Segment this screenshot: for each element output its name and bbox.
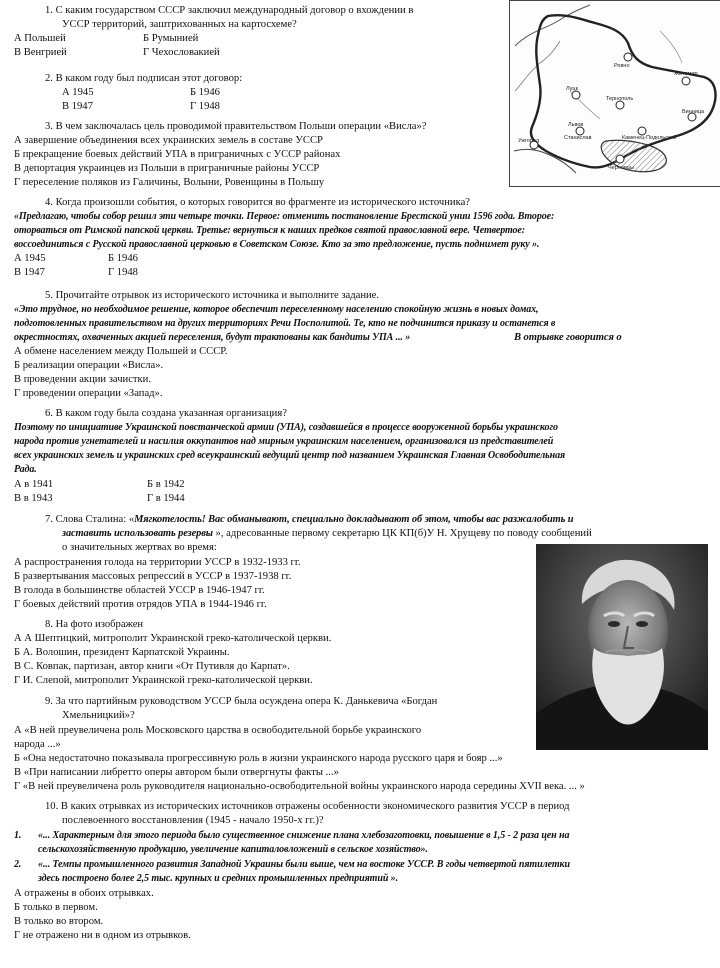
map-city-marker [638,127,646,135]
q5-quote-line: окрестностях, охваченных акцией переселения, будут трактованы как бандиты УПА ... » [14,332,411,343]
q10-excerpt-1: «... Характерным для этого периода было существенное снижение плана хлебозаготовки, повышение в 1,5 - 2 раза цен на [38,830,570,841]
q9-text: 9. За что партийным руководством УССР была осуждена опера К. Данькевича «Богдан [45,696,438,707]
q10-option-d[interactable]: Г не отражено ни в одном из отрывков. [14,930,191,941]
q5-quote-line: подготовленных правительством на других территориях Речи Посполитой. Те, кто не подчинится приказу и останется в [14,318,556,329]
map-label-city: Луцк [566,86,578,92]
q3-option-b[interactable]: Б прекращение боевых действий УПА в приграничных с УССР районах [14,149,341,160]
q10-excerpt-2-cont: здесь построено более 2,5 тыс. крупных и средних промышленных предприятий ». [38,873,398,884]
q4-option-d[interactable]: Г 1948 [108,267,138,278]
q1-option-a[interactable]: А Польшей [14,33,66,44]
q9-option-d[interactable]: Г «В ней преувеличена роль руководителя национально-освободительной войны украинского народа середины XVII века. ... » [14,781,585,792]
q8-option-d[interactable]: Г И. Слепой, митрополит Украинской греко-католической церкви. [14,675,313,686]
q7-quote: Мягкотелость! Вас обманывают, специально докладывают об этом, чтобы вас разжалобить и [134,514,574,525]
q3-option-a[interactable]: А завершение объединения всех украинских земель в составе УССР [14,135,323,146]
q3-option-c[interactable]: В депортация украинцев из Польши в приграничные районы УССР [14,163,320,174]
map-city-marker [576,127,584,135]
map-border-north [515,5,590,46]
q3-option-d[interactable]: Г переселение поляков из Галичины, Волыни, Ровенщины в Польшу [14,177,325,188]
q5-text: 5. Прочитайте отрывок из исторического источника и выполните задание. [45,290,380,301]
q2-option-d[interactable]: Г 1948 [190,101,220,112]
portrait-illustration [536,544,708,750]
q1-option-d[interactable]: Г Чехословакией [143,47,220,58]
map-label-city: Черновцы [608,165,634,171]
map-label-city: Тернополь [606,96,634,102]
q8-option-b[interactable]: Б А. Волошин, президент Карпатской Украины. [14,647,230,658]
q2-text: 2. В каком году был подписан этот договор: [45,73,243,84]
map-city-marker [572,91,580,99]
q5-option-b[interactable]: Б реализации операции «Висла». [14,360,164,371]
q10-excerpt-2-number: 2. [14,859,22,870]
q6-option-b[interactable]: Б в 1942 [147,479,185,490]
q10-option-a[interactable]: А отражены в обоих отрывках. [14,888,154,899]
q10-excerpt-1-number: 1. [14,830,22,841]
map-label-city: Житомир [674,71,698,77]
q10-option-c[interactable]: В только во втором. [14,916,104,927]
q4-quote-line: оторваться от Римской папской церкви. Третье: вернуться к наших предков святой православной вере. Четвертое: [14,225,525,236]
q10-option-b[interactable]: Б только в первом. [14,902,98,913]
q6-quote-line: Рада. [14,464,37,475]
q10-text-cont: послевоенного восстановления (1945 - начало 1950-х гг.)? [62,815,324,826]
map-label-city: Ровно [614,63,630,69]
q7-text-start: 7. Слова Сталина: « [45,514,135,525]
q6-option-a[interactable]: А в 1941 [14,479,54,490]
q3-text: 3. В чем заключалась цель проводимой правительством Польши операции «Висла»? [45,121,427,132]
q6-option-c[interactable]: В в 1943 [14,493,53,504]
q4-option-a[interactable]: А 1945 [14,253,46,264]
q8-option-a[interactable]: А А Шептицкий, митрополит Украинской греко-католической церкви. [14,633,332,644]
q7-option-b[interactable]: Б развертывания массовых репрессий в УССР в 1937-1938 гг. [14,571,292,582]
q10-excerpt-2: «... Темпы промышленного развития Западной Украины были выше, чем на востоке УССР. В годы четвертой пятилетки [38,859,570,870]
q2-option-c[interactable]: В 1947 [62,101,93,112]
q8-text: 8. На фото изображен [45,619,144,630]
q10-text: 10. В каких отрывках из исторических источников отражены особенности экономического развития УССР в период [45,801,570,812]
q9-option-a[interactable]: А «В ней преувеличена роль Московского царства в освободительной борьбе украинского [14,725,422,736]
q7-option-a[interactable]: А распространения голода на территории УССР в 1932-1933 гг. [14,557,301,568]
q6-option-d[interactable]: Г в 1944 [147,493,185,504]
map-label-city: Каменец-Подольский [622,135,677,141]
q2-option-a[interactable]: А 1945 [62,87,94,98]
map-label-city: Ужгород [518,138,540,144]
q9-option-b[interactable]: Б «Она недостаточно показывала прогрессивную роль в жизни украинского народа русского царя и бояр ...» [14,753,503,764]
q1-text-cont: УССР территорий, заштрихованных на картосхеме? [62,19,297,30]
q7-option-d[interactable]: Г боевых действий против отрядов УПА в 1944-1946 гг. [14,599,267,610]
q5-option-a[interactable]: А обмене населением между Польшей и СССР. [14,346,228,357]
q4-quote-line: воссоединиться с Русской православной церковью в Советском Союзе. Кто за это предложение, пусть поднимет руку ». [14,239,540,250]
q7-quote-cont: заставить использовать резервы [62,528,213,539]
q7-option-c[interactable]: В голода в большинстве областей УССР в 1946-1947 гг. [14,585,265,596]
q7-text [45,513,573,526]
q4-option-c[interactable]: В 1947 [14,267,45,278]
q7-text-cont [62,527,592,540]
q2-option-b[interactable]: Б 1946 [190,87,220,98]
q4-option-b[interactable]: Б 1946 [108,253,138,264]
q1-text: 1. С каким государством СССР заключил международный договор о вхождении в [45,5,414,16]
q9-option-c[interactable]: В «При написании либретто оперы автором были отвергнуты факты ...» [14,767,339,778]
q6-quote-line: Поэтому по инициативе Украинской повстанческой армии (УПА), создавшейся в процессе вооруженной борьбы украинского [14,422,558,433]
map-label-city: Винница [682,109,705,115]
q6-quote-line: всех украинских земель и украинских сред всеукраинский ведущий центр под названием Украинская Главная Освободительная [14,450,566,461]
portrait-photo [536,544,708,750]
map-svg [510,1,720,186]
map-city-marker [682,77,690,85]
q10-excerpt-1-cont: сельскохозяйственную продукцию, увеличение капиталовложений в сельское хозяйство». [38,844,428,855]
map-label-city: Львов [568,122,584,128]
q8-option-c[interactable]: В С. Ковпак, партизан, автор книги «От Путивля до Карпат». [14,661,290,672]
q1-option-c[interactable]: В Венгрией [14,47,67,58]
map-city-marker [616,155,624,163]
q4-quote-line: «Предлагаю, чтобы собор решил эти четыре точки. Первое: отменить постановление Брестской унии 1596 года. Второе: [14,211,555,222]
q6-quote-line: народа против угнетателей и насилия оккупантов над мирным украинским населением, организовался из представителей [14,436,554,447]
q9-text-cont: Хмельницкий»? [62,710,135,721]
q7-text-end: о значительных жертвах во время: [62,542,217,553]
map-city-marker [616,101,624,109]
q9-option-a-cont[interactable]: народа ...» [14,739,61,750]
q4-text: 4. Когда произошли события, о которых говорится во фрагменте из исторического источника? [45,197,470,208]
q5-quote-line: «Это трудное, но необходимое решение, которое обеспечит переселенному населению спокойную жизнь в новых домах, [14,304,539,315]
q5-option-c[interactable]: В проведении акции зачистки. [14,374,151,385]
q5-option-d[interactable]: Г проведении операции «Запад». [14,388,163,399]
map-schematic [509,0,720,187]
q6-text: 6. В каком году была создана указанная организация? [45,408,287,419]
map-city-marker [624,53,632,61]
q5-task: В отрывке говорится о [514,332,622,343]
q7-text-mid: », адресованные первому секретарю ЦК КП(б)У Н. Хрущеву по поводу сообщений [212,528,592,539]
map-label-city: Станислав [564,135,592,141]
q1-option-b[interactable]: Б Румынией [143,33,199,44]
